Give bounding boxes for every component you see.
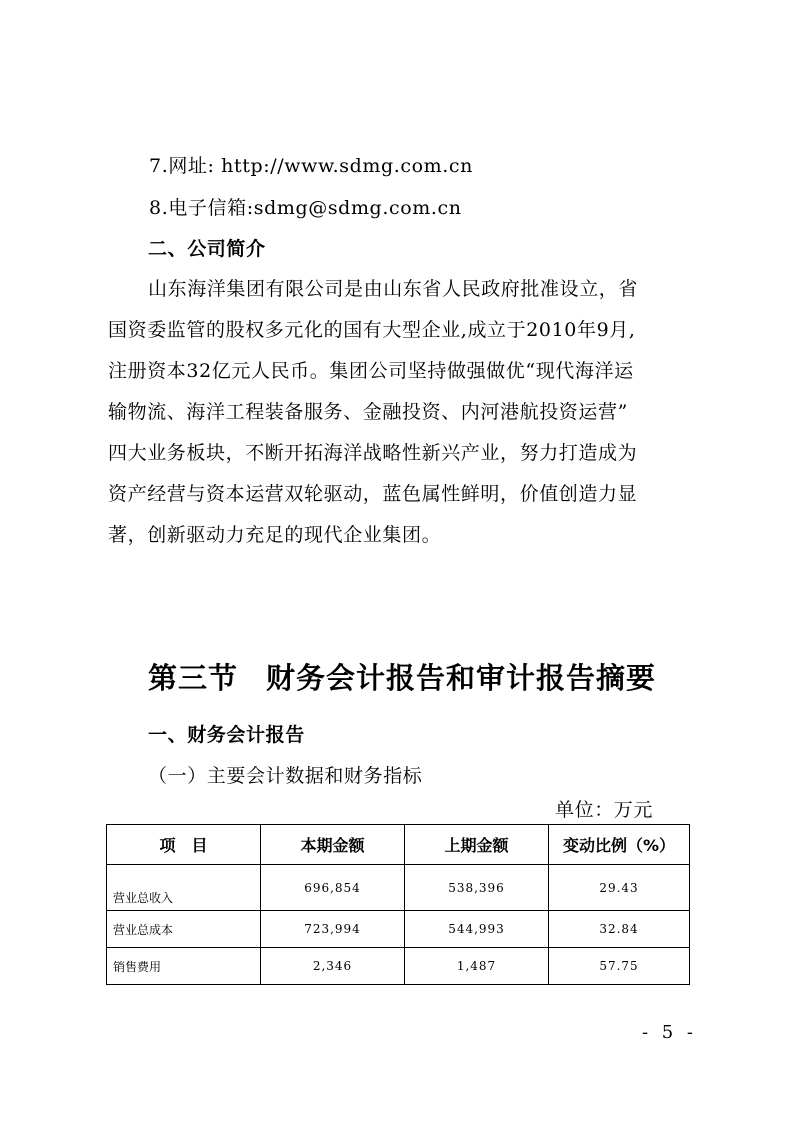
row-current: 696,854	[261, 865, 405, 911]
intro-line-5: 四大业务板块，不断开拓海洋战略性新兴产业，努力打造成为	[108, 442, 638, 464]
intro-line-1: 山东海洋集团有限公司是由山东省人民政府批准设立，省	[148, 278, 639, 300]
row-item: 营业总成本	[107, 911, 261, 948]
email-value[interactable]: sdmg@sdmg.com.cn	[253, 197, 462, 219]
row-previous: 1,487	[405, 948, 549, 985]
header-previous: 上期金额	[405, 825, 549, 865]
row-previous: 544,993	[405, 911, 549, 948]
row-change: 32.84	[549, 911, 690, 948]
website-value[interactable]: http://www.sdmg.com.cn	[221, 155, 473, 177]
row-current: 2,346	[261, 948, 405, 985]
row-item: 营业总收入	[107, 865, 261, 911]
intro-line-2: 国资委监管的股权多元化的国有大型企业,成立于2010年9月,	[108, 319, 636, 341]
table-row	[107, 865, 690, 911]
section-number: 第三节	[148, 661, 239, 695]
email-line	[149, 196, 462, 220]
intro-line-4: 输物流、海洋工程装备服务、金融投资、内河港航投资运营”	[108, 401, 628, 423]
header-current: 本期金额	[261, 825, 405, 865]
row-previous: 538,396	[405, 865, 549, 911]
email-label: 8.电子信箱:	[149, 197, 254, 219]
row-item: 销售费用	[107, 948, 261, 985]
header-item: 项 目	[107, 825, 261, 865]
page-number: - 5 -	[641, 1022, 697, 1043]
intro-line-7: 著，创新驱动力充足的现代企业集团。	[108, 524, 442, 546]
row-current: 723,994	[261, 911, 405, 948]
key-data-heading: （一）主要会计数据和财务指标	[148, 765, 423, 787]
row-change: 29.43	[549, 865, 690, 911]
website-label: 7.网址:	[149, 155, 215, 177]
section-name: 财务会计报告和审计报告摘要	[266, 661, 657, 695]
table-row	[107, 911, 690, 948]
section-title	[148, 658, 656, 698]
unit-label: 单位：万元	[555, 799, 654, 821]
table-header-row	[107, 825, 690, 865]
row-change: 57.75	[549, 948, 690, 985]
header-change: 变动比例（%）	[549, 825, 690, 865]
financial-report-heading: 一、财务会计报告	[148, 724, 305, 746]
intro-line-6: 资产经营与资本运营双轮驱动，蓝色属性鲜明，价值创造力显	[108, 483, 638, 505]
company-intro-heading: 二、公司简介	[148, 238, 266, 260]
table-row	[107, 948, 690, 985]
intro-line-3: 注册资本32亿元人民币。集团公司坚持做强做优“现代海洋运	[108, 360, 634, 382]
website-line	[149, 154, 473, 178]
financial-table	[106, 824, 690, 985]
